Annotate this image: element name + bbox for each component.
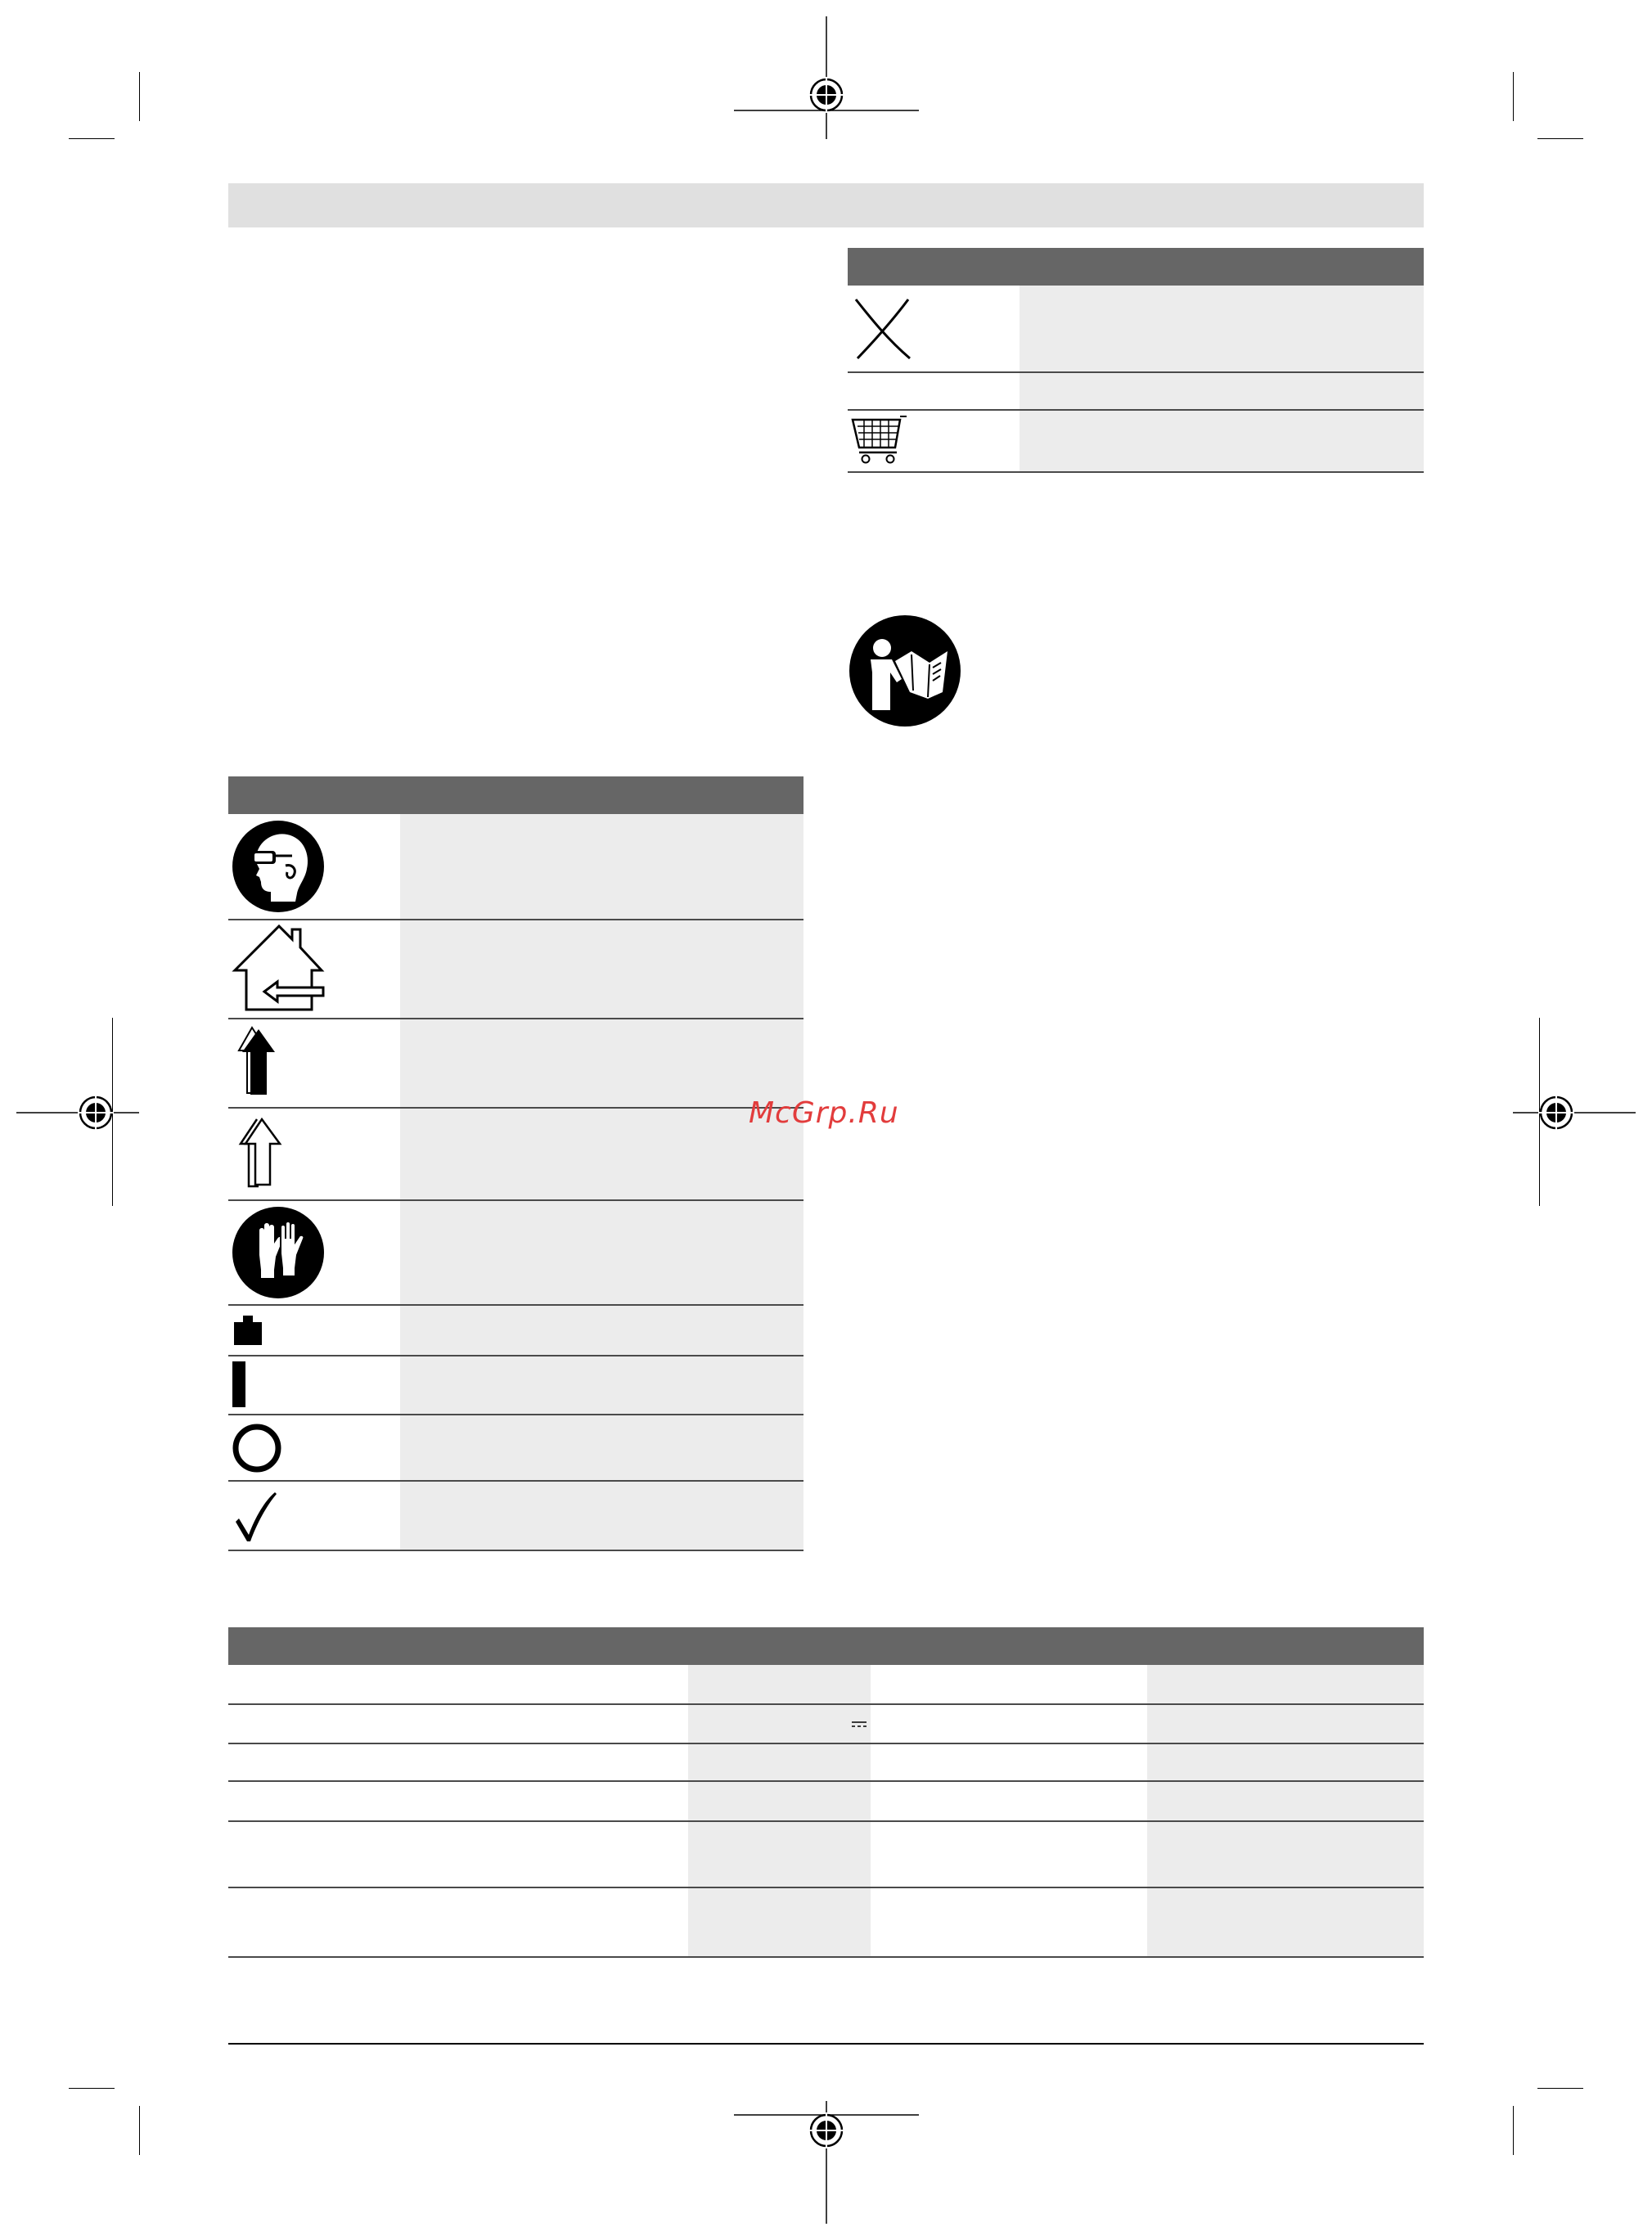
registration-mark-icon bbox=[16, 1055, 139, 1170]
crop-mark bbox=[69, 2088, 115, 2089]
table-cell bbox=[688, 1888, 871, 1956]
crop-mark bbox=[139, 72, 140, 121]
table-cell bbox=[688, 1705, 871, 1743]
table-row-divider bbox=[848, 471, 1424, 473]
crop-mark bbox=[1513, 72, 1514, 121]
table-cell bbox=[400, 1201, 803, 1304]
table-row-divider bbox=[228, 1956, 1424, 1958]
table-cell bbox=[1147, 1782, 1424, 1820]
watermark: McGrp.Ru bbox=[749, 1096, 899, 1130]
table-cell bbox=[1147, 1822, 1424, 1887]
crop-mark bbox=[139, 2106, 140, 2155]
table-cell bbox=[400, 920, 803, 1018]
table-cell bbox=[1020, 286, 1424, 371]
table-cell bbox=[400, 1482, 803, 1550]
table-header bbox=[228, 1627, 1424, 1665]
crop-mark bbox=[1513, 2106, 1514, 2155]
cross-icon bbox=[851, 295, 916, 362]
registration-mark-icon bbox=[734, 16, 919, 139]
arrow-up-filled-icon bbox=[237, 1026, 286, 1096]
protective-gloves-icon bbox=[232, 1206, 325, 1299]
table-cell bbox=[400, 1109, 803, 1199]
table-cell bbox=[688, 1665, 871, 1703]
crop-mark bbox=[1537, 138, 1583, 139]
footer-rule bbox=[228, 2043, 1424, 2045]
read-manual-icon bbox=[848, 614, 962, 728]
table-header bbox=[228, 776, 803, 814]
table-cell bbox=[1147, 1744, 1424, 1780]
weight-icon bbox=[232, 1314, 265, 1347]
table-cell bbox=[1020, 411, 1424, 471]
vertical-bar-icon bbox=[232, 1360, 249, 1409]
table-cell bbox=[688, 1782, 871, 1820]
crop-mark bbox=[69, 138, 115, 139]
direct-current-icon bbox=[851, 1721, 867, 1729]
table-cell bbox=[400, 1019, 803, 1107]
table-cell bbox=[400, 814, 803, 919]
table-cell bbox=[1147, 1705, 1424, 1743]
indoor-use-icon bbox=[232, 923, 326, 1013]
table-row-divider bbox=[228, 1550, 803, 1551]
table-cell bbox=[400, 1356, 803, 1414]
table-cell bbox=[1147, 1665, 1424, 1703]
registration-mark-icon bbox=[1513, 1055, 1636, 1170]
ring-icon bbox=[231, 1422, 283, 1474]
registration-mark-icon bbox=[734, 2101, 919, 2224]
table-cell bbox=[1147, 1888, 1424, 1956]
arrow-up-outline-icon bbox=[237, 1116, 286, 1190]
crop-mark bbox=[1537, 2088, 1583, 2089]
table-cell bbox=[400, 1306, 803, 1355]
table-cell bbox=[688, 1822, 871, 1887]
table-cell bbox=[688, 1744, 871, 1780]
table-cell bbox=[1020, 373, 1424, 409]
checkmark-icon bbox=[232, 1489, 281, 1543]
safety-glasses-icon bbox=[232, 820, 325, 913]
page-header-bar bbox=[228, 183, 1424, 227]
table-header bbox=[848, 248, 1424, 286]
table-cell bbox=[400, 1415, 803, 1480]
shopping-cart-icon bbox=[851, 415, 908, 464]
